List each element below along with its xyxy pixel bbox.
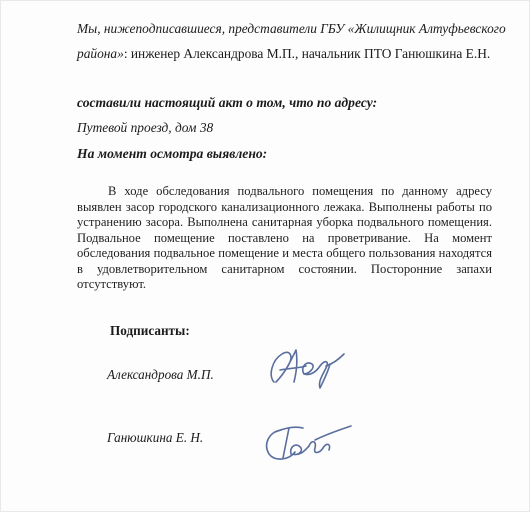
address-text: Путевой проезд, дом 38 — [77, 120, 214, 135]
signature-2 — [255, 410, 355, 466]
intro-line-2 — [77, 47, 490, 60]
findings-heading: На момент осмотра выявлено: — [77, 146, 268, 161]
intro-line-1-text: Мы, нижеподписавшиеся, представители ГБУ «Жилищник Алтуфьевского — [77, 21, 506, 36]
signer-name-2: Ганюшкина Е. Н. — [107, 430, 204, 445]
act-heading: составили настоящий акт о том, что по адресу: — [77, 95, 378, 110]
findings-body: В ходе обследования подвального помещения по данному адресу выявлен засор городского канализационного лежака. Выполнены работы по устранению засора. Выполнена санитарная уборка подвального помещения. Подвальное помещение поставлено на проветривание. На момент обследования подвальное помещение и места общего пользования находятся в удовлетворительном санитарном состоянии. Посторонние запахи отсутствуют. — [77, 184, 492, 291]
intro-line-1 — [77, 22, 506, 35]
signatories-heading: Подписанты: — [110, 323, 190, 338]
signature-1 — [260, 338, 350, 394]
intro-line-2-italic: района» — [77, 46, 124, 61]
signer-name-1: Александрова М.П. — [107, 367, 214, 382]
intro-line-2-rest: : инженер Александрова М.П., начальник ПТО Ганюшкина Е.Н. — [123, 46, 491, 61]
